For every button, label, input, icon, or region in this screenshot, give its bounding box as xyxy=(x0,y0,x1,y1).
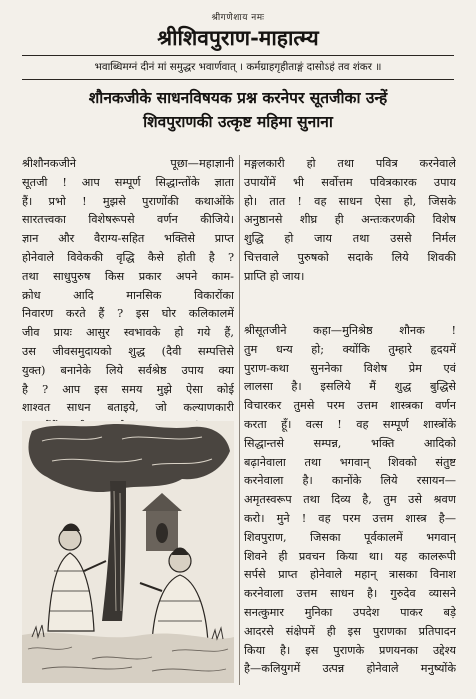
text-line: पुराण-कथा सुननेका विशेष प्रेम एवं xyxy=(244,361,456,375)
text-line: चित्तवाले पुरुषको सदाके लिये शिवकी xyxy=(244,250,456,264)
text-line: हैं। प्रभो ! मुझसे पुराणोंकी कथाओंके xyxy=(22,194,234,208)
text-line: विचारकर तुमसे परम उत्तम शास्त्रका वर्णन xyxy=(244,399,456,413)
text-line: जीव प्रायः आसुर स्वभावके हो गये हैं, xyxy=(22,326,234,340)
text-line: शिवपुराण, जिसका पूर्वकालमें भगवान् xyxy=(244,530,456,544)
text-line: श्रीसूतजीने कहा—मुनिश्रेष्ठ शौनक ! xyxy=(244,324,456,337)
text-line: तथा साधुपुरुष किस प्रकार अपने काम- xyxy=(22,269,234,283)
text-line: सूतजी ! आप सम्पूर्ण सिद्धान्तोंके ज्ञाता xyxy=(22,175,234,189)
text-line: करो। मुने ! वह परम उत्तम शास्त्र है— xyxy=(244,511,456,525)
text-line: आदरसे संक्षेपमें ही इस पुराणका प्रतिपादन xyxy=(244,624,456,638)
column-divider xyxy=(239,155,240,685)
text-line: सिद्धान्तसे सम्पन्न, भक्ति आदिको xyxy=(244,436,456,450)
text-line: सारतत्त्वका विशेषरूपसे वर्णन कीजिये। xyxy=(22,213,234,227)
right-text-column-top xyxy=(244,155,456,287)
text-line: शाश्वत साधन बताइये, जो कल्याणकारी xyxy=(22,401,234,415)
text-line: युक्त) बनानेके लिये सर्वश्रेष्ठ उपाय क्या xyxy=(22,363,234,377)
illustration-sages-under-tree xyxy=(22,421,234,683)
text-line: श्रीशौनकजीने पूछा—महाज्ञानी xyxy=(22,157,234,170)
text-line: तुम धन्य हो; क्योंकि तुम्हारे हृदयमें xyxy=(244,342,456,356)
title-rule-bottom xyxy=(22,79,454,80)
text-line: अनुष्ठानसे शीघ्र ही अन्तःकरणकी विशेष xyxy=(244,213,456,227)
text-line: सर्पसे प्राप्त होनेवाले महान् त्रासका विनाश xyxy=(244,568,456,582)
text-line: हो। तात ! वह साधन ऐसा हो, जिसके xyxy=(244,194,456,208)
text-line: ज्ञान और वैराग्य-सहित भक्तिसे प्राप्त xyxy=(22,232,234,246)
text-line: शिवने ही प्रवचन किया था। यह कालरूपी xyxy=(244,549,456,563)
text-line: है—कलियुगमें उत्पन्न होनेवाले मनुष्योंके xyxy=(244,662,456,676)
text-line: करनेवाला है। कानोंके लिये रसायन— xyxy=(244,474,456,488)
text-line: उपायोंमें भी सर्वोत्तम पवित्रकारक उपाय xyxy=(244,175,456,189)
text-line: शुद्धि हो जाय तथा उससे निर्मल xyxy=(244,232,456,246)
text-line: अमृतस्वरूप तथा दिव्य है, तुम उसे श्रवण xyxy=(244,493,456,507)
text-line: करनेवाला उत्तम साधन है। गुरुदेव व्यासने xyxy=(244,587,456,601)
text-line: प्राप्ति हो जाय। xyxy=(244,269,305,283)
text-line: होनेवाले विवेककी वृद्धि कैसे होती है ? xyxy=(22,250,234,264)
text-line: उस जीवसमुदायको शुद्ध (दैवी सम्पत्तिसे xyxy=(22,344,234,358)
text-line: निवारण करते हैं ? इस घोर कलिकालमें xyxy=(22,307,234,321)
chapter-heading-line2: शिवपुराणकी उत्कृष्ट महिमा सुनाना xyxy=(143,112,333,131)
text-line: क्रोध आदि मानसिक विकारोंका xyxy=(22,288,234,302)
title-rule-top xyxy=(22,55,454,56)
left-text-column xyxy=(22,155,234,437)
text-line: करता हूँ। वत्स ! वह सम्पूर्ण शास्त्रोंके xyxy=(244,417,456,431)
invocation-text: श्रीगणेशाय नमः xyxy=(211,13,265,23)
page-title: श्रीशिवपुराण-माहात्म्य xyxy=(157,25,319,50)
chapter-heading-line1: शौनकजीके साधनविषयक प्रश्न करनेपर सूतजीका उन्हें xyxy=(88,88,388,107)
text-line: लालसा है। इसलिये मैं शुद्ध बुद्धिसे xyxy=(244,380,456,394)
text-line: बढ़ानेवाला तथा भगवान् शिवको संतुष्ट xyxy=(244,455,456,469)
text-line: किया है। इस पुराणके प्रणयनका उद्देश्य xyxy=(244,643,456,657)
right-text-column-bottom xyxy=(244,322,456,679)
text-line: है ? आप इस समय मुझे ऐसा कोई xyxy=(22,382,234,396)
text-line: मङ्गलकारी हो तथा पवित्र करनेवाले xyxy=(244,157,456,170)
invocation-verse: भवाब्धिमग्नं दीनं मां समुद्धर भवार्णवात् । कर्मग्राहगृहीताङ्गं दासोऽहं तव शंकर ॥ xyxy=(94,61,382,73)
text-line: सनत्कुमार मुनिका उपदेश पाकर बड़े xyxy=(244,605,456,619)
